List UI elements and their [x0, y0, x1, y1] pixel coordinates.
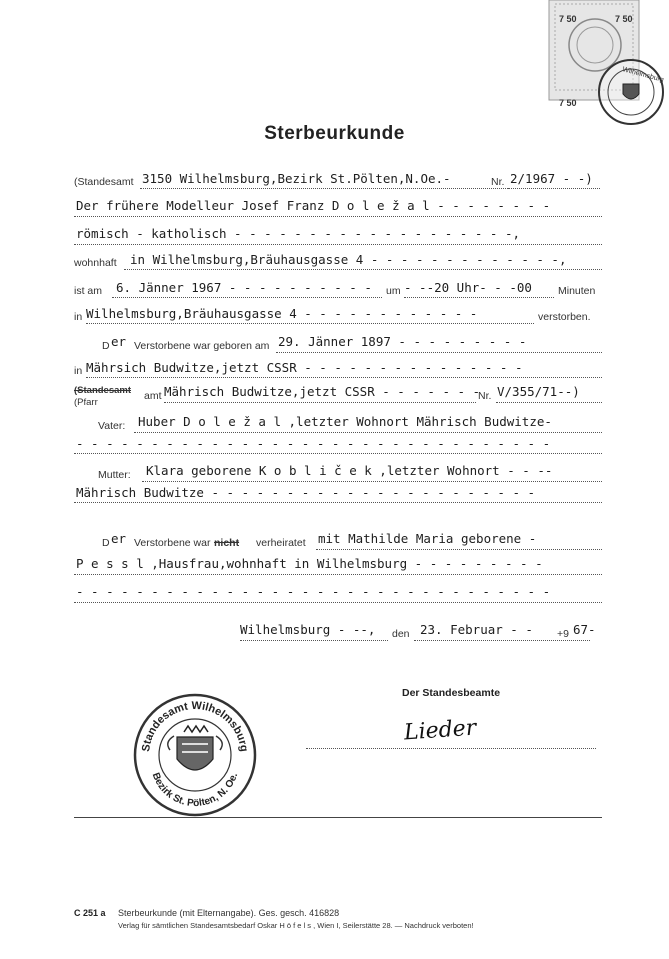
religion: römisch - katholisch - - - - - - - - - - - - - - - - - - -, [76, 226, 521, 241]
father-label: Vater: [98, 420, 126, 432]
form-description: Sterbeurkunde (mit Elternangabe). Ges. gesch. 416828 [118, 908, 340, 918]
den-label: den [392, 628, 410, 640]
registrar-signature: Lieder [403, 715, 478, 746]
revenue-stamp [545, 0, 669, 130]
spouse-continuation: P e s s l ,Hausfrau,wohnhaft in Wilhelmsburg - - - - - - - - - [76, 556, 543, 571]
spouse-filler: - - - - - - - - - - - - - - - - - - - - - - - - - - - - - - - - [76, 584, 551, 599]
birth-place-value: Mährsich Budwitze,jetzt CSSR - - - - - - - - - - - - - - - [86, 360, 523, 375]
nr-value: 2/1967 - -) [510, 171, 593, 186]
publisher-line: Verlag für sämtlichen Standesamtsbedarf Oskar H ö f e l s , Wien I, Seilerstätte 28. — Nachdruck verboten! [118, 921, 474, 930]
minutes-label: Minuten [558, 285, 596, 297]
coat-of-arms-icon [168, 726, 223, 770]
marital-gender-prefix: D [102, 537, 110, 549]
stamp-value-right: 7 50 [615, 14, 633, 24]
mother-value: Klara geborene K o b l i č e k ,letzter Wohnort - - -- [146, 463, 553, 478]
spouse-value: mit Mathilde Maria geborene - [318, 531, 537, 546]
pfarr-label: (Pfarr [74, 397, 98, 408]
residence-value: in Wilhelmsburg,Bräuhausgasse 4 - - - - - - - - - - - - -, [130, 252, 567, 267]
death-date-label: ist am [74, 285, 103, 297]
death-place-label: in [74, 311, 83, 323]
issue-place: Wilhelmsburg - --, [240, 622, 376, 637]
seal-text-bottom: Bezirk St. Pölten, N. Oe. [149, 771, 241, 810]
stamp-seal-text: Wilhelmsburg [621, 66, 665, 84]
married-label: verheiratet [256, 537, 306, 549]
father-value: Huber D o l e ž a l ,letzter Wohnort Mährisch Budwitze- [138, 414, 552, 429]
death-place-value: Wilhelmsburg,Bräuhausgasse 4 - - - - - - - - - - - - [86, 306, 478, 321]
nr-label: Nr. [491, 176, 505, 188]
issue-date: 23. Februar - - [420, 622, 533, 637]
deceased-name: Der frühere Modelleur Josef Franz D o l e ž a l - - - - - - - - [76, 198, 551, 213]
issue-year: 67- [573, 622, 596, 637]
gender-fill: er [111, 334, 127, 349]
standesamt-value: 3150 Wilhelmsburg,Bezirk St.Pölten,N.Oe.- [142, 171, 451, 186]
form-code: C 251 a [74, 908, 106, 918]
standesamt-label: (Standesamt [74, 176, 134, 188]
birth-label: Verstorbene war geboren am [134, 340, 270, 352]
stamp-value-left: 7 50 [559, 14, 577, 24]
stamp-value-bottom: 7 50 [559, 98, 577, 108]
birth-date-value: 29. Jänner 1897 - - - - - - - - - [278, 334, 527, 349]
seal-text-top: Standesamt Wilhelmsburg [140, 699, 250, 753]
document-title: Sterbeurkunde [264, 123, 405, 144]
time-label: um [386, 285, 401, 297]
birth-nr-label: Nr. [478, 390, 492, 402]
father-continuation: - - - - - - - - - - - - - - - - - - - - - - - - - - - - - - - - [76, 436, 551, 451]
year-prefix: +9 [557, 628, 569, 640]
gender-prefix: D [102, 340, 110, 352]
mother-label: Mutter: [98, 469, 131, 481]
death-time-value: - --20 Uhr- - -00 [404, 280, 532, 295]
residence-label: wohnhaft [74, 257, 117, 269]
official-seal [132, 692, 258, 818]
marital-struck-word: nicht [214, 537, 240, 549]
birth-nr-value: V/355/71--) [497, 384, 580, 399]
death-date-value: 6. Jänner 1967 - - - - - - - - - - [116, 280, 372, 295]
marital-label: Verstorbene war [134, 537, 211, 549]
birth-place-label: in [74, 365, 83, 377]
registrar-heading: Der Standesbeamte [402, 687, 501, 699]
mother-continuation: Mährisch Budwitze - - - - - - - - - - - - - - - - - - - - - - [76, 485, 536, 500]
standesamt-struck-label: (Standesamt [74, 385, 132, 396]
died-label: verstorben. [538, 311, 591, 323]
birth-registry-value: Mährisch Budwitze,jetzt CSSR - - - - - - - [164, 384, 481, 399]
marital-gender-fill: er [111, 531, 127, 546]
amt-label: amt [144, 390, 162, 402]
